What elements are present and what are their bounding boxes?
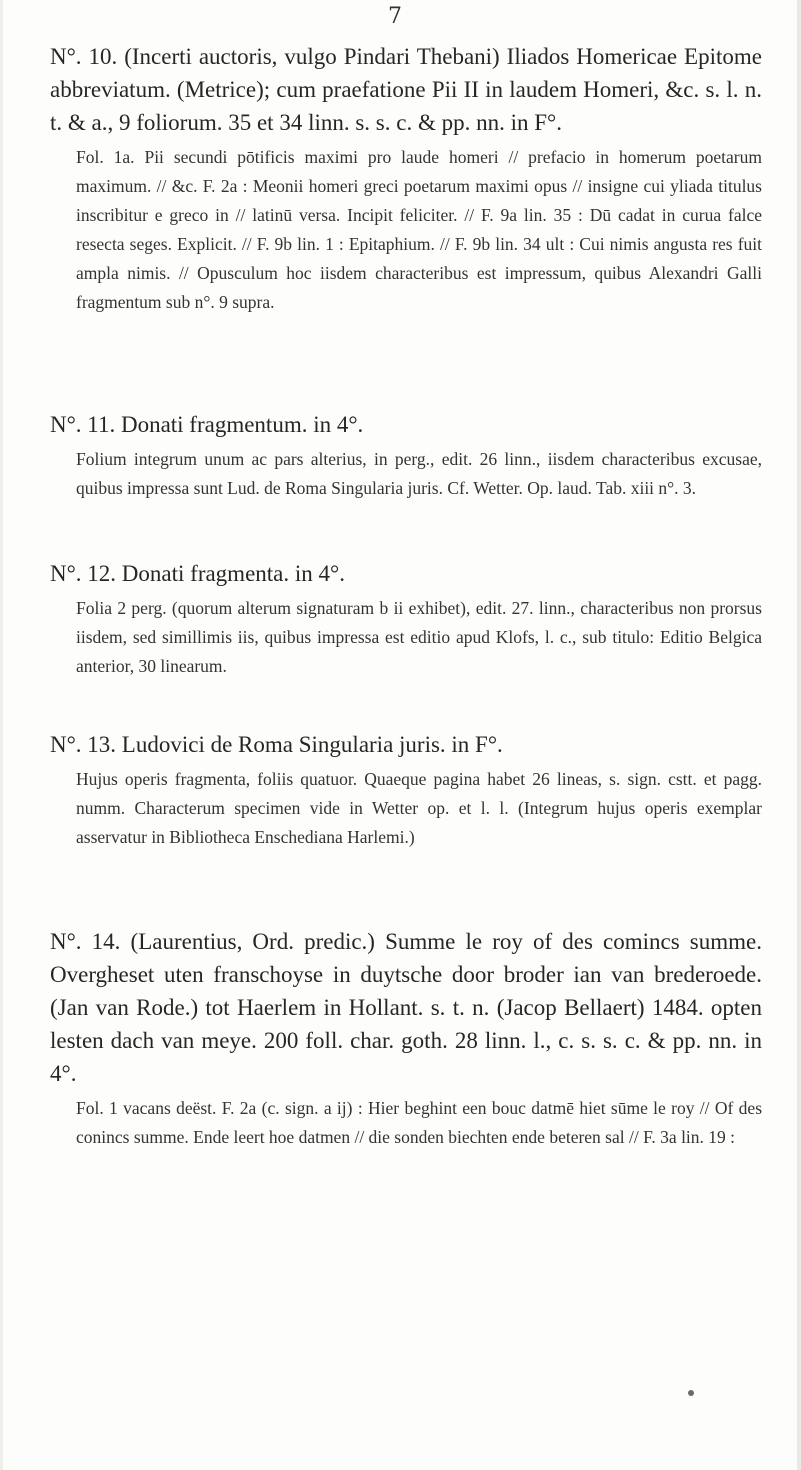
entry-heading: N°. 10. (Incerti auctoris, vulgo Pindari Thebani) Iliados Homericae Epitome abbreviatum. (Metrice); cum praefatione Pii II in laudem Homeri, &c. s. l. n. t. & a., 9 foliorum. 35 et 34 linn. s. s. c. & pp. nn. in F°. [50, 44, 762, 135]
entry-description: Fol. 1a. Pii secundi pōtificis maximi pro laude homeri // prefacio in homerum poetarum maximum. // &c. F. 2a : Meonii homeri greci poetarum maximi opus // insigne cui yliada titulus inscribitur e greco in // latinū versa. Incipit feliciter. // F. 9a lin. 35 : Dū cadat in curua falce resecta seges. Explicit. // F. 9b lin. 1 : Epitaphium. // F. 9b lin. 34 ult : Cui nimis angusta res fuit ampla nimis. // Opusculum hoc iisdem characteribus est impressum, quibus Alexandri Galli fragmentum sub n°. 9 supra. [76, 147, 762, 312]
catalog-entry-12 [50, 557, 762, 681]
entry-description: Folium integrum unum ac pars alterius, in perg., edit. 26 linn., iisdem characteribus excusae, quibus impressa sunt Lud. de Roma Singularia juris. Cf. Wetter. Op. laud. Tab. xiii n°. 3. [76, 449, 762, 498]
catalog-entry-14 [50, 925, 762, 1152]
catalog-entry-11 [50, 408, 762, 503]
entry-description: Hujus operis fragmenta, foliis quatuor. Quaeque pagina habet 26 lineas, s. sign. cstt. et pagg. numm. Characterum specimen vide in Wetter op. et l. l. (Integrum hujus operis exemplar asservatur in Bibliotheca Enschediana Harlemi.) [76, 769, 762, 847]
page-left-edge [0, 0, 3, 1470]
entry-heading: N°. 13. Ludovici de Roma Singularia juris. in F°. [50, 732, 503, 757]
ink-speck [688, 1390, 694, 1396]
entry-description: Folia 2 perg. (quorum alterum signaturam b ii exhibet), edit. 27. linn., characteribus non prorsus iisdem, sed simillimis iis, quibus impressa est editio apud Klofs, l. c., sub titulo: Editio Belgica anterior, 30 linearum. [76, 598, 762, 676]
page-number: 7 [388, 4, 402, 29]
entry-heading: N°. 11. Donati fragmentum. in 4°. [50, 412, 364, 437]
entry-heading: N°. 12. Donati fragmenta. in 4°. [50, 561, 345, 586]
page-right-edge [797, 0, 801, 1470]
entry-description: Fol. 1 vacans deëst. F. 2a (c. sign. a ij) : Hier beghint een bouc datmē hiet sūme le roy // Of des conincs summe. Ende leert hoe datmen // die sonden biechten ende beteren sal // F. 3a lin. 19 : [76, 1098, 762, 1147]
catalog-entry-13 [50, 728, 762, 852]
entry-heading: N°. 14. (Laurentius, Ord. predic.) Summe le roy of des comincs summe. Overgheset uten franschoyse in duytsche door broder ian van brederoede. (Jan van Rode.) tot Haerlem in Hollant. s. t. n. (Jacop Bellaert) 1484. opten lesten dach van meye. 200 foll. char. goth. 28 linn. l., c. s. s. c. & pp. nn. in 4°. [50, 929, 762, 1086]
catalog-entry-10 [50, 40, 762, 317]
